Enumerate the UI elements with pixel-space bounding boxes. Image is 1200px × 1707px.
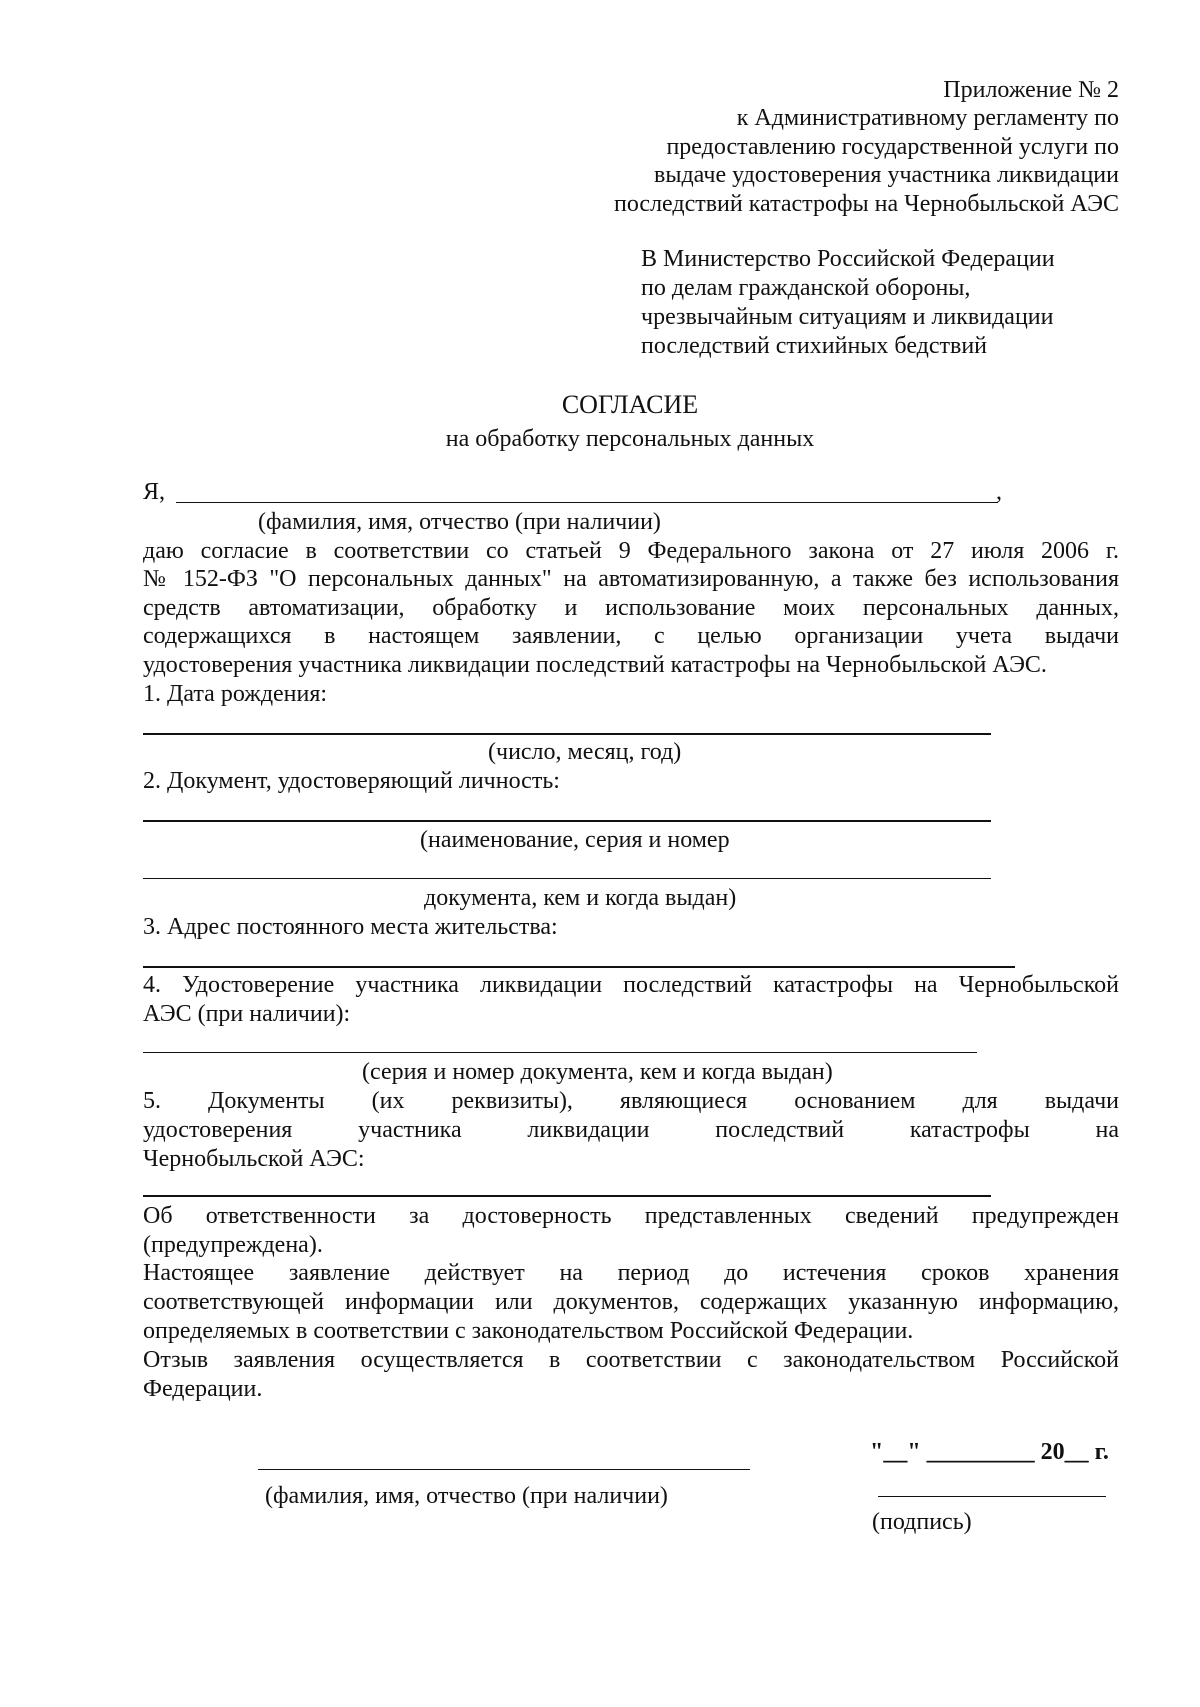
validity-line: соответствующей информации или документов, содержащих указанную информацию,: [143, 1289, 1119, 1315]
consent-line: даю согласие в соответствии со статьей 9 Федерального закона от 27 июля 2006 г.: [143, 538, 1119, 564]
signature-line[interactable]: [878, 1496, 1106, 1497]
responsibility-line: (предупреждена).: [143, 1232, 323, 1258]
validity-line: Настоящее заявление действует на период до истечения сроков хранения: [143, 1260, 1119, 1286]
appendix-line: к Административному регламенту по: [736, 105, 1119, 131]
date-field[interactable]: "__" _________ 20__ г.: [870, 1439, 1109, 1465]
responsibility-line: Об ответственности за достоверность представленных сведений предупрежден: [143, 1203, 1119, 1229]
addressee-line: по делам гражданской обороны,: [641, 275, 971, 301]
name-caption: (фамилия, имя, отчество (при наличии): [258, 509, 661, 535]
certificate-label-cont: АЭС (при наличии):: [143, 1001, 351, 1027]
document-subtitle: на обработку персональных данных: [445, 426, 815, 452]
revocation-line: Федерации.: [143, 1376, 263, 1402]
birth-date-line[interactable]: [143, 733, 991, 735]
documents-line[interactable]: [143, 1195, 991, 1197]
appendix-number: Приложение № 2: [943, 77, 1119, 103]
documents-label-end: Чернобыльской АЭС:: [143, 1146, 365, 1172]
intro-suffix: ,: [996, 479, 1002, 505]
address-line[interactable]: [143, 966, 1015, 968]
signer-name-line[interactable]: [258, 1469, 750, 1470]
signature-caption: (подпись): [872, 1509, 972, 1535]
id-document-line-2[interactable]: [143, 878, 991, 879]
appendix-line: последствий катастрофы на Чернобыльской АЭС: [613, 191, 1119, 217]
birth-date-caption: (число, месяц, год): [488, 739, 682, 765]
id-document-line-1[interactable]: [143, 820, 991, 822]
addressee-line: последствий стихийных бедствий: [641, 333, 988, 359]
intro-prefix: Я,: [143, 479, 166, 505]
documents-label-cont: удостоверения участника ликвидации последствий катастрофы на: [143, 1117, 1119, 1143]
id-document-caption-2: документа, кем и когда выдан): [424, 885, 737, 911]
addressee-line: чрезвычайным ситуациям и ликвидации: [641, 304, 1054, 330]
consent-line: удостоверения участника ликвидации последствий катастрофы на Чернобыльской АЭС.: [143, 652, 1047, 678]
signer-name-caption: (фамилия, имя, отчество (при наличии): [265, 1483, 668, 1509]
certificate-caption: (серия и номер документа, кем и когда выдан): [362, 1059, 833, 1085]
consent-line: средств автоматизации, обработку и использование моих персональных данных,: [143, 595, 1119, 621]
documents-label: 5. Документы (их реквизиты), являющиеся основанием для выдачи: [143, 1088, 1119, 1114]
consent-line: содержащихся в настоящем заявлении, с целью организации учета выдачи: [143, 623, 1119, 649]
revocation-line: Отзыв заявления осуществляется в соответствии с законодательством Российской: [143, 1347, 1119, 1373]
id-document-caption-1: (наименование, серия и номер: [420, 827, 730, 853]
birth-date-label: 1. Дата рождения:: [143, 681, 328, 707]
document-title: СОГЛАСИЕ: [561, 390, 699, 419]
address-label: 3. Адрес постоянного места жительства:: [143, 914, 558, 940]
consent-line: № 152-ФЗ "О персональных данных" на автоматизированную, а также без использования: [143, 566, 1119, 592]
id-document-label: 2. Документ, удостоверяющий личность:: [143, 768, 560, 794]
certificate-line[interactable]: [143, 1052, 977, 1053]
appendix-line: предоставлению государственной услуги по: [666, 134, 1119, 160]
appendix-line: выдаче удостоверения участника ликвидации: [654, 162, 1119, 188]
certificate-label: 4. Удостоверение участника ликвидации последствий катастрофы на Чернобыльской: [143, 972, 1119, 998]
validity-line: определяемых в соответствии с законодательством Российской Федерации.: [143, 1318, 914, 1344]
addressee-line: В Министерство Российской Федерации: [641, 246, 1055, 272]
full-name-line[interactable]: [176, 502, 998, 503]
